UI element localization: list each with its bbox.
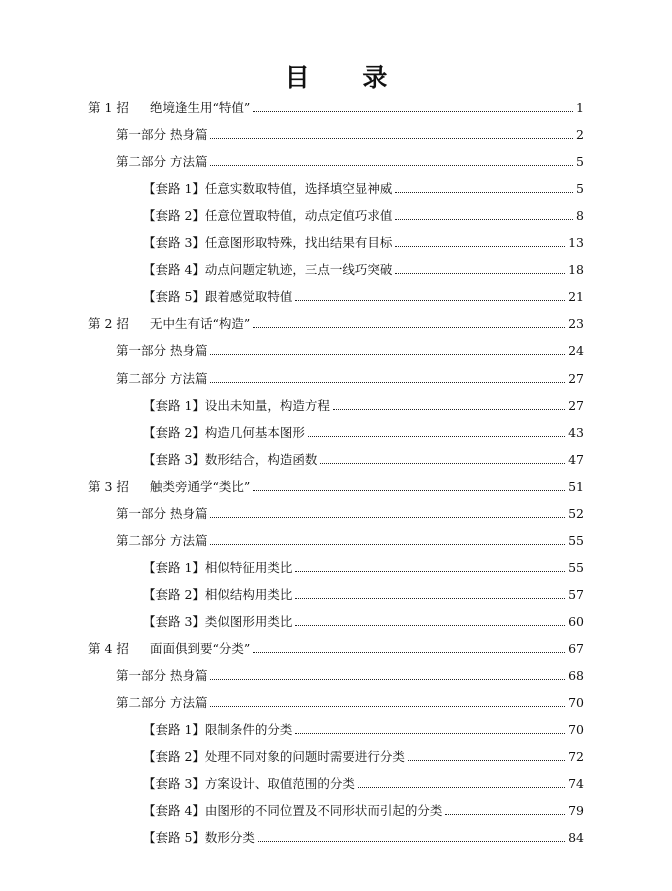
toc-page-number: 2	[576, 127, 584, 143]
toc-entry-label	[88, 101, 250, 115]
dot-leader	[295, 597, 565, 599]
toc-page-number: 60	[568, 613, 584, 629]
dot-leader	[210, 137, 573, 139]
toc-routine-entry[interactable]	[143, 449, 584, 467]
toc-entry-text: 【套路 1】任意实数取特值，选择填空显神威	[143, 181, 393, 197]
toc-entry-text: 第一部分 热身篇	[116, 343, 208, 359]
toc-entry-label	[116, 128, 207, 142]
toc-entry-label	[143, 182, 392, 196]
dot-leader	[295, 624, 565, 626]
toc-page-number: 27	[568, 370, 584, 386]
toc-entry-text: 触类旁通学“类比”	[150, 478, 251, 494]
toc-part-entry[interactable]	[116, 665, 584, 683]
toc-chapter-number: 第 1 招	[88, 100, 129, 115]
dot-leader	[253, 651, 565, 653]
toc-page-number: 1	[576, 100, 584, 115]
dot-leader	[308, 435, 565, 437]
toc-chapter-entry[interactable]	[88, 313, 584, 331]
dot-leader	[210, 543, 565, 545]
toc-page-number: 21	[568, 289, 584, 305]
toc-part-entry[interactable]	[116, 340, 584, 358]
toc-entry-text: 【套路 2】相似结构用类比	[143, 586, 293, 602]
toc-entry-label	[116, 507, 207, 521]
dot-leader	[253, 326, 565, 328]
toc-entry-label	[143, 831, 255, 845]
toc-page-number: 68	[568, 668, 584, 684]
toc-page-number: 24	[568, 343, 584, 359]
toc-page-number: 55	[568, 532, 584, 548]
toc-entry-text: 第二部分 方法篇	[116, 695, 208, 711]
dot-leader	[358, 786, 565, 788]
toc-routine-entry[interactable]	[143, 422, 584, 440]
toc-routine-entry[interactable]	[143, 232, 584, 250]
dot-leader	[210, 164, 573, 166]
dot-leader	[253, 489, 565, 491]
dot-leader	[333, 408, 565, 410]
toc-page-number: 67	[568, 641, 584, 656]
toc-entry-text: 第一部分 热身篇	[116, 127, 208, 143]
toc-chapter-entry[interactable]	[88, 638, 584, 656]
toc-page-number: 27	[568, 397, 584, 413]
toc-page-number: 70	[568, 722, 584, 738]
toc-page-number: 70	[568, 695, 584, 711]
toc-routine-entry[interactable]	[143, 259, 584, 277]
toc-entry-text: 面面俱到要“分类”	[150, 641, 251, 656]
toc-routine-entry[interactable]	[143, 557, 584, 575]
toc-entry-text: 【套路 3】方案设计、取值范围的分类	[143, 776, 355, 792]
toc-routine-entry[interactable]	[143, 746, 584, 764]
toc-entry-text: 【套路 1】设出未知量，构造方程	[143, 397, 330, 413]
toc-entry-label	[143, 290, 292, 304]
dot-leader	[210, 381, 565, 383]
toc-entry-text: 【套路 3】数形结合，构造函数	[143, 451, 318, 467]
toc-entry-text: 第二部分 方法篇	[116, 154, 208, 170]
dot-leader	[210, 516, 565, 518]
toc-entry-label	[116, 696, 207, 710]
toc-page-number: 51	[568, 478, 584, 494]
toc-entry-label	[88, 642, 250, 656]
toc-page-number: 47	[568, 451, 584, 467]
toc-page-number: 84	[568, 830, 584, 846]
toc-entry-label	[143, 453, 317, 467]
dot-leader	[320, 462, 565, 464]
toc-entry-label	[116, 669, 207, 683]
toc-entry-text: 【套路 3】类似图形用类比	[143, 613, 293, 629]
toc-page-number: 55	[568, 559, 584, 575]
dot-leader	[408, 759, 565, 761]
toc-routine-entry[interactable]	[143, 800, 584, 818]
toc-routine-entry[interactable]	[143, 611, 584, 629]
toc-part-entry[interactable]	[116, 124, 584, 142]
toc-entry-label	[143, 588, 292, 602]
dot-leader	[295, 732, 565, 734]
toc-entry-label	[143, 263, 392, 277]
dot-leader	[253, 110, 573, 112]
toc-entry-label	[88, 317, 250, 331]
toc-entry-label	[143, 209, 392, 223]
toc-routine-entry[interactable]	[143, 178, 584, 196]
toc-part-entry[interactable]	[116, 530, 584, 548]
toc-page-number: 74	[568, 776, 584, 792]
toc-chapter-entry[interactable]	[88, 97, 584, 115]
toc-routine-entry[interactable]	[143, 395, 584, 413]
toc-chapter-number: 第 4 招	[88, 641, 129, 656]
toc-chapter-number: 第 3 招	[88, 478, 129, 494]
toc-page-number: 57	[568, 586, 584, 602]
toc-part-entry[interactable]	[116, 503, 584, 521]
toc-entry-label	[88, 480, 250, 494]
dot-leader	[295, 570, 565, 572]
toc-entry-text: 【套路 5】跟着感觉取特值	[143, 289, 293, 305]
dot-leader	[210, 678, 565, 680]
toc-entry-label	[116, 534, 207, 548]
toc-part-entry[interactable]	[116, 368, 584, 386]
dot-leader	[210, 353, 565, 355]
toc-entry-label	[143, 750, 405, 764]
dot-leader	[395, 191, 573, 193]
toc-entry-label	[116, 344, 207, 358]
toc-page-number: 13	[568, 235, 584, 251]
toc-entry-label	[143, 777, 355, 791]
dot-leader	[395, 245, 565, 247]
toc-entry-label	[143, 723, 292, 737]
toc-entry-label	[143, 804, 442, 818]
toc-entry-text: 【套路 2】处理不同对象的问题时需要进行分类	[143, 749, 405, 765]
toc-page-number: 43	[568, 424, 584, 440]
page-title: 目 录	[284, 63, 410, 92]
toc-routine-entry[interactable]	[143, 719, 584, 737]
dot-leader	[258, 840, 565, 842]
toc-routine-entry[interactable]	[143, 205, 584, 223]
toc-chapter-number: 第 2 招	[88, 316, 129, 332]
toc-part-entry[interactable]	[116, 692, 584, 710]
toc-page-number: 5	[576, 181, 584, 197]
toc-entry-label	[116, 372, 207, 386]
toc-entry-text: 第一部分 热身篇	[116, 505, 208, 521]
toc-entry-text: 无中生有话“构造”	[150, 316, 251, 332]
toc-entry-label	[116, 155, 207, 169]
toc-entry-label	[143, 236, 392, 250]
toc-routine-entry[interactable]	[143, 584, 584, 602]
toc-entry-label	[143, 399, 330, 413]
toc-page-number: 8	[576, 208, 584, 224]
toc-entry-text: 绝境逢生用“特值”	[150, 100, 251, 115]
toc-entry-text: 第二部分 方法篇	[116, 370, 208, 386]
toc-entry-text: 【套路 5】数形分类	[143, 830, 255, 846]
toc-entry-text: 【套路 1】相似特征用类比	[143, 559, 293, 575]
toc-entry-text: 【套路 4】动点问题定轨迹，三点一线巧突破	[143, 262, 393, 278]
toc-entry-label	[143, 615, 292, 629]
toc-entry-label	[143, 561, 292, 575]
toc-chapter-entry[interactable]	[88, 476, 584, 494]
toc-routine-entry[interactable]	[143, 773, 584, 791]
toc-entry-text: 【套路 2】构造几何基本图形	[143, 424, 305, 440]
dot-leader	[395, 272, 565, 274]
dot-leader	[210, 705, 565, 707]
toc-routine-entry[interactable]	[143, 286, 584, 304]
toc-page-number: 5	[576, 154, 584, 170]
toc-entry-text: 第二部分 方法篇	[116, 532, 208, 548]
dot-leader	[445, 813, 565, 815]
toc-entry-text: 【套路 4】由图形的不同位置及不同形状而引起的分类	[143, 803, 443, 819]
toc-entry-text: 第一部分 热身篇	[116, 668, 208, 684]
dot-leader	[395, 218, 573, 220]
dot-leader	[295, 299, 565, 301]
toc-entry-text: 【套路 1】限制条件的分类	[143, 722, 293, 738]
toc-routine-entry[interactable]	[143, 827, 584, 845]
toc-page-number: 79	[568, 803, 584, 819]
toc-page-number: 52	[568, 505, 584, 521]
toc-page-number: 23	[568, 316, 584, 332]
toc-entry-text: 【套路 3】任意图形取特殊，找出结果有目标	[143, 235, 393, 251]
toc-entry-text: 【套路 2】任意位置取特值，动点定值巧求值	[143, 208, 393, 224]
toc-part-entry[interactable]	[116, 151, 584, 169]
toc-page-number: 18	[568, 262, 584, 278]
toc-page-number: 72	[568, 749, 584, 765]
toc-entry-label	[143, 426, 305, 440]
